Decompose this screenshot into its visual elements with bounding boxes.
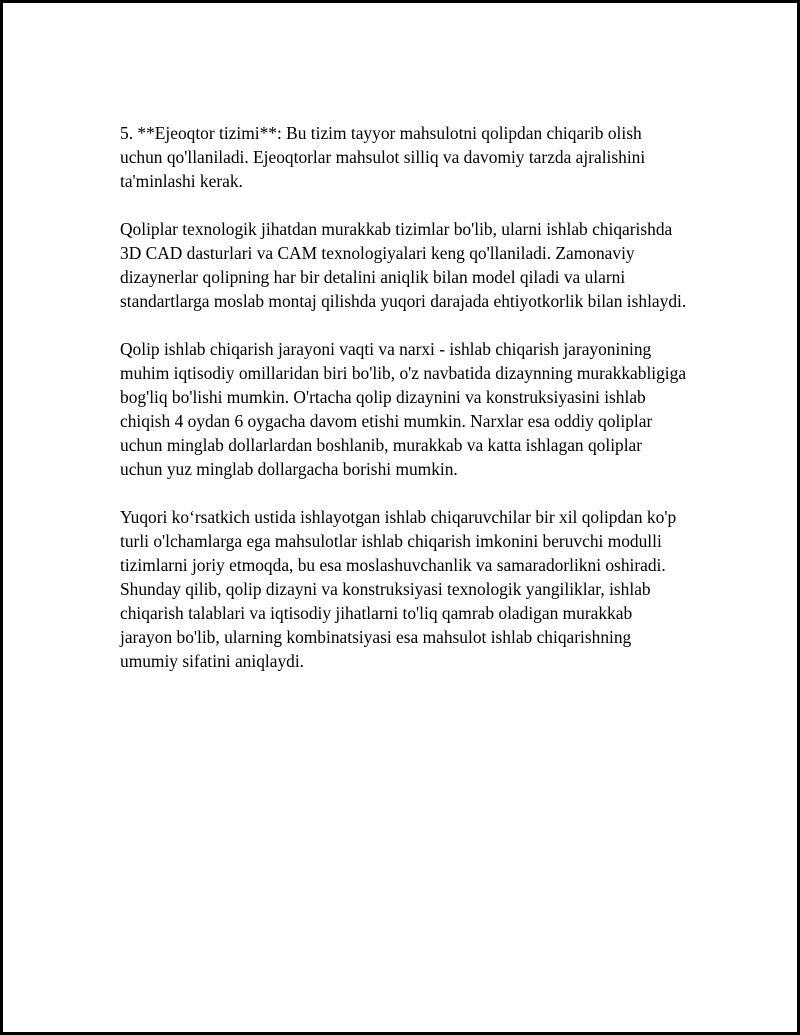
paragraph-time-and-cost: Qolip ishlab chiqarish jarayoni vaqti va narxi - ishlab chiqarish jarayonining muhim iqtisodiy omillaridan biri bo'lib, o'z navbatida dizaynning murakkabligiga bog'liq bo'lishi mumkin. O'rtacha qolip dizaynini va konstruksiyasini ishlab chiqish 4 oydan 6 oygacha davom etishi mumkin. Narxlar esa oddiy qoliplar uchun minglab dollarlardan boshlanib, murakkab va katta ishlagan qoliplar uchun yuz minglab dollargacha borishi mumkin. bbox=[120, 339, 687, 479]
paragraph-modular-systems: Yuqori ko‘rsatkich ustida ishlayotgan ishlab chiqaruvchilar bir xil qolipdan ko'p turli o'lchamlarga ega mahsulotlar ishlab chiqarish imkonini beruvchi modulli tizimlarni joriy etmoqda, bu esa moslashuvchanlik va samaradorlikni oshiradi. Shunday qilib, qolip dizayni va konstruksiyasi texnologik yangiliklar, ishlab chiqarish talablari va iqtisodiy jihatlarni to'liq qamrab oladigan murakkab jarayon bo'lib, ularning kombinatsiyasi esa mahsulot ishlab chiqarishning umumiy sifatini aniqlaydi. bbox=[120, 507, 677, 671]
document-body bbox=[120, 121, 688, 697]
paragraph-mold-technology: Qoliplar texnologik jihatdan murakkab tizimlar bo'lib, ularni ishlab chiqarishda 3D CAD dasturlari va CAM texnologiyalari keng qo'llaniladi. Zamonaviy dizaynerlar qolipning har bir detalini aniqlik bilan model qiladi va ularni standartlarga moslab montaj qilishda yuqori darajada ehtiyotkorlik bilan ishlaydi. bbox=[120, 219, 687, 311]
paragraph-ejector-system: 5. **Ejeoqtor tizimi**: Bu tizim tayyor mahsulotni qolipdan chiqarib olish uchun qo'llaniladi. Ejeoqtorlar mahsulot silliq va davomiy tarzda ajralishini ta'minlashi kerak. bbox=[120, 123, 646, 191]
